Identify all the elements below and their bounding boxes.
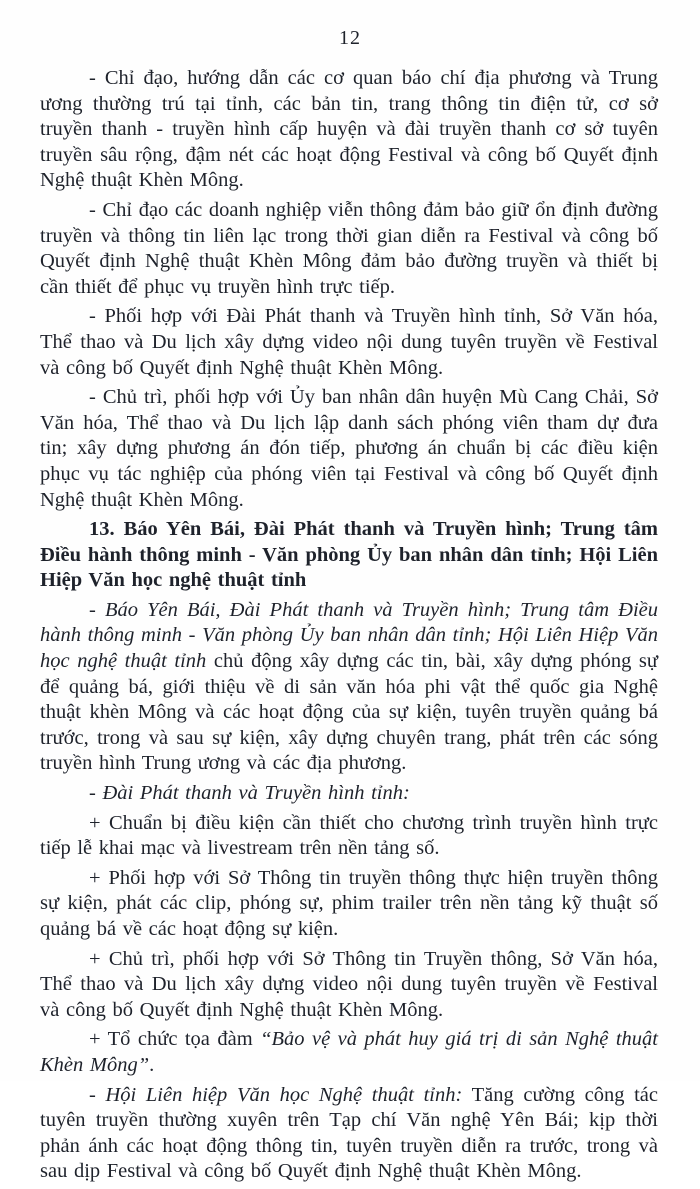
page-number: 12 (339, 27, 361, 49)
text-run: + Phối hợp với Sở Thông tin truyền thông thực hiện truyền thông sự kiện, phát các clip, phóng sự, phim trailer trên nền tảng kỹ thuật số quảng bá về các hoạt động sự kiện. (40, 866, 658, 940)
paragraph (40, 866, 658, 943)
section-heading (40, 517, 658, 594)
paragraph (40, 66, 658, 194)
paragraph (40, 304, 658, 381)
text-run: - Hội Liên hiệp Văn học Nghệ thuật tỉnh: (89, 1083, 463, 1106)
text-run: . (149, 1053, 155, 1076)
text-run: - Chủ trì, phối hợp với Ủy ban nhân dân huyện Mù Cang Chải, Sở Văn hóa, Thể thao và Du lịch lập danh sách phóng viên tham dự đưa tin; xây dựng phương án đón tiếp, phương án chuẩn bị các điều kiện phục vụ tác nghiệp của phóng viên tại Festival và công bố Quyết định Nghệ thuật Khèn Mông. (40, 386, 658, 511)
document-body (40, 66, 658, 1189)
text-run: - Báo Yên Bái, Đài Phát thanh và Truyền hình; Trung tâm Điều hành thông minh - Văn phòng Ủy ban nhân dân tỉnh; Hội Liên Hiệp Văn học nghệ thuật tỉnh (40, 598, 658, 673)
paragraph (40, 1083, 658, 1185)
paragraph (40, 598, 658, 777)
paragraph (40, 781, 658, 807)
paragraph (40, 198, 658, 300)
text-run: chủ động xây dựng các tin, bài, xây dựng phóng sự để quảng bá, giới thiệu về di sản văn hóa phi vật thể quốc gia Nghệ thuật khèn Mông và các hoạt động của sự kiện, tuyên truyền quảng bá trước, trong và sau sự kiện, xây dựng chuyên trang, phát trên các sóng truyền hình Trung ương và các địa phương. (40, 650, 659, 775)
text-run: Tăng cường công tác tuyên truyền thường xuyên trên Tạp chí Văn nghệ Yên Bái; kịp thời phản ánh các hoạt động thông tin, tuyên truyền diễn ra trước, trong và sau dịp Festival và công bố Quyết định Nghệ thuật Khèn Mông. (40, 1083, 658, 1183)
paragraph (40, 811, 658, 862)
text-run: - Chỉ đạo các doanh nghiệp viễn thông đảm bảo giữ ổn định đường truyền và thông tin liên lạc trong thời gian diễn ra Festival và công bố Quyết định Nghệ thuật Khèn Mông đảm bảo đường truyền và thiết bị cần thiết để phục vụ truyền hình trực tiếp. (40, 198, 658, 298)
text-run: - Phối hợp với Đài Phát thanh và Truyền hình tỉnh, Sở Văn hóa, Thể thao và Du lịch xây dựng video nội dung tuyên truyền về Festival và công bố Quyết định Nghệ thuật Khèn Mông. (40, 305, 658, 379)
paragraph (40, 947, 658, 1024)
paragraph (40, 1027, 658, 1078)
paragraph (40, 385, 658, 513)
text-run: - Chỉ đạo, hướng dẫn các cơ quan báo chí địa phương và Trung ương thường trú tại tỉnh, các bản tin, trang thông tin điện tử, cơ sở truyền thanh - truyền hình cấp huyện và đài truyền thanh cơ sở tuyên truyền sâu rộng, đậm nét các hoạt động Festival và công bố Quyết định Nghệ thuật Khèn Mông. (40, 67, 658, 192)
text-run: 13. Báo Yên Bái, Đài Phát thanh và Truyền hình; Trung tâm Điều hành thông minh - Văn phòng Ủy ban nhân dân tỉnh; Hội Liên Hiệp Văn học nghệ thuật tỉnh (40, 518, 658, 592)
text-run: + Chuẩn bị điều kiện cần thiết cho chương trình truyền hình trực tiếp lễ khai mạc và livestream trên nền tảng số. (40, 811, 658, 860)
text-run: - Đài Phát thanh và Truyền hình tỉnh: (89, 782, 410, 805)
text-run: + Chủ trì, phối hợp với Sở Thông tin Truyền thông, Sở Văn hóa, Thể thao và Du lịch xây dựng video nội dung tuyên truyền về Festival và công bố Quyết định Nghệ thuật Khèn Mông. (40, 947, 658, 1021)
text-run: + Tổ chức tọa đàm (89, 1028, 261, 1051)
text-run: “Bảo vệ và phát huy giá trị di sản Nghệ thuật Khèn Mông” (40, 1028, 658, 1076)
